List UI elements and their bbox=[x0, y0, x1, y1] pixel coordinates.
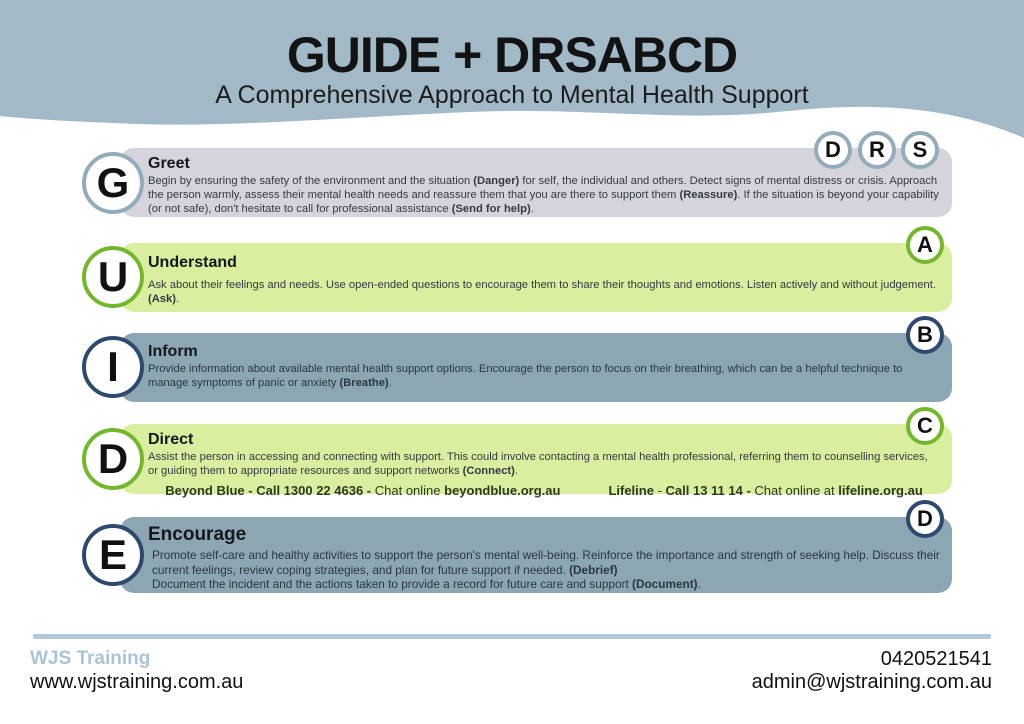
direct-heading: Direct bbox=[148, 431, 194, 448]
section-understand bbox=[120, 243, 952, 312]
page-title: GUIDE + DRSABCD bbox=[286, 27, 738, 83]
section-encourage bbox=[120, 517, 952, 593]
badge-airway: A bbox=[906, 226, 944, 264]
badge-defibrillation: D bbox=[906, 500, 944, 538]
direct-body: Assist the person in accessing and connecting with support. This could involve contacting a mental health professional, referring them to counselling services, or guiding them to appropriate resources and support networks (Connect). bbox=[148, 451, 928, 477]
footer-email: admin@wjstraining.com.au bbox=[751, 671, 992, 693]
section-inform bbox=[120, 333, 952, 402]
greet-body: Begin by ensuring the safety of the environment and the situation (Danger) for self, the individual and others. Detect signs of mental distress or crisis. Approach the person warmly, assess their mental health needs and reassure them that you are there to support them (Reassure). If the situation is beyond your capability (or not safe), don't hesitate to call for professional assistance (Send for help). bbox=[148, 175, 939, 215]
understand-body: Ask about their feelings and needs. Use open-ended questions to encourage them to share their thoughts and emotions. Listen actively and without judgement. (Ask). bbox=[148, 279, 936, 305]
encourage-heading: Encourage bbox=[148, 524, 247, 545]
badge-response: R bbox=[858, 131, 896, 169]
encourage-body: Promote self-care and healthy activities to support the person's mental well-being. Reinforce the importance and strength of seeking help. Discuss their current feelings, review coping strategies, and plan for future support if needed. (Debrief) Document the incident and the actions taken to provide a record for future care and support (Document). bbox=[152, 548, 940, 592]
lifeline-contact: Lifeline - Call 13 11 14 - Chat online at lifeline.org.au bbox=[608, 482, 923, 498]
page-subtitle: A Comprehensive Approach to Mental Health Support bbox=[215, 81, 809, 109]
badge-breathing: B bbox=[906, 316, 944, 354]
inform-body: Provide information about available mental health support options. Encourage the person to focus on their breathing, which can be a helpful technique to manage symptoms of panic or anxiety (Breathe). bbox=[148, 363, 903, 389]
footer-brand: WJS Training bbox=[30, 648, 151, 669]
section-direct bbox=[120, 424, 952, 498]
inform-heading: Inform bbox=[148, 343, 198, 360]
footer-phone: 0420521541 bbox=[880, 648, 992, 670]
helpline-contacts bbox=[148, 483, 940, 498]
letter-circle-e: E bbox=[82, 524, 144, 586]
understand-heading: Understand bbox=[148, 254, 237, 271]
badge-send-for-help: S bbox=[901, 131, 939, 169]
letter-circle-i: I bbox=[82, 336, 144, 398]
footer-website: www.wjstraining.com.au bbox=[30, 671, 244, 693]
letter-circle-g: G bbox=[82, 152, 144, 214]
letter-circle-d: D bbox=[82, 428, 144, 490]
badge-cpr: C bbox=[906, 407, 944, 445]
footer-divider bbox=[33, 634, 991, 639]
greet-heading: Greet bbox=[148, 155, 190, 172]
letter-circle-u: U bbox=[82, 246, 144, 308]
beyond-blue-contact: Beyond Blue - Call 1300 22 4636 - Chat online beyondblue.org.au bbox=[165, 482, 561, 498]
badge-danger: D bbox=[814, 131, 852, 169]
